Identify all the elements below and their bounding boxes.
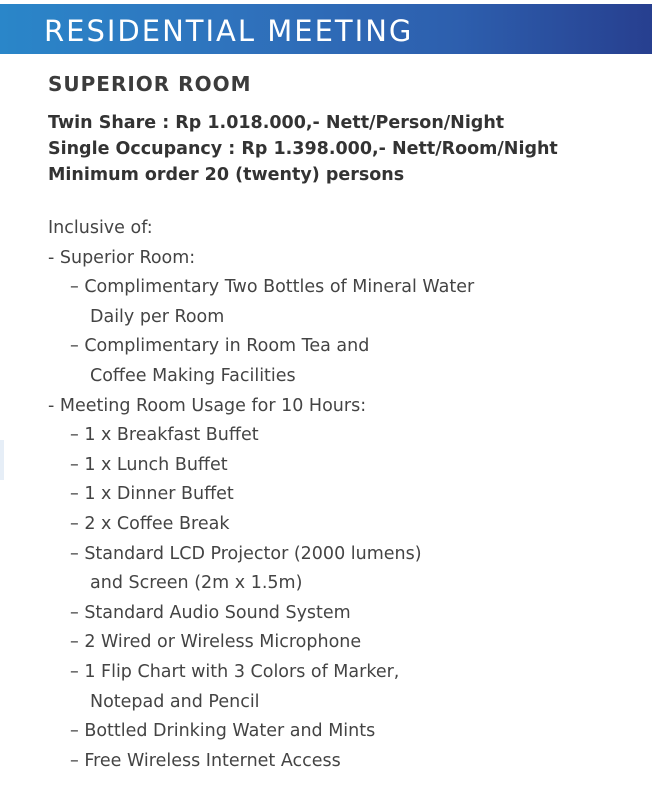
list-item-continuation: Notepad and Pencil — [90, 691, 260, 712]
package-details — [48, 72, 638, 776]
price-single-occupancy: Single Occupancy : Rp 1.398.000,- Nett/Room/Night — [48, 139, 558, 159]
list-item: – 1 x Breakfast Buffet — [70, 425, 259, 446]
header-banner — [0, 4, 652, 54]
list-item-continuation: Daily per Room — [90, 306, 225, 327]
inclusions-heading: Inclusive of: — [48, 218, 153, 238]
list-item: – 1 x Dinner Buffet — [70, 484, 234, 505]
list-item: – Complimentary in Room Tea and — [70, 336, 370, 357]
list-item: – 1 Flip Chart with 3 Colors of Marker, — [70, 661, 400, 682]
edge-accent — [0, 440, 4, 480]
pricing-block — [48, 110, 638, 188]
list-item-continuation: and Screen (2m x 1.5m) — [90, 573, 303, 594]
list-item: – 1 x Lunch Buffet — [70, 454, 228, 475]
minimum-order: Minimum order 20 (twenty) persons — [48, 165, 405, 185]
list-item: – Complimentary Two Bottles of Mineral Water — [70, 277, 475, 298]
list-item: – 2 Wired or Wireless Microphone — [70, 632, 362, 653]
price-twin-share: Twin Share : Rp 1.018.000,- Nett/Person/Night — [48, 113, 505, 133]
list-item-continuation: Coffee Making Facilities — [90, 365, 296, 386]
inclusions-list — [48, 214, 638, 776]
section-superior-room: - Superior Room: — [48, 247, 196, 268]
page-title: RESIDENTIAL MEETING — [44, 14, 414, 48]
list-item: – Standard LCD Projector (2000 lumens) — [70, 543, 422, 564]
list-item: – Free Wireless Internet Access — [70, 750, 341, 771]
list-item: – 2 x Coffee Break — [70, 513, 230, 534]
list-item: – Bottled Drinking Water and Mints — [70, 721, 376, 742]
room-type-title: SUPERIOR ROOM — [48, 72, 252, 96]
list-item: – Standard Audio Sound System — [70, 602, 351, 623]
section-meeting-room: - Meeting Room Usage for 10 Hours: — [48, 395, 367, 416]
